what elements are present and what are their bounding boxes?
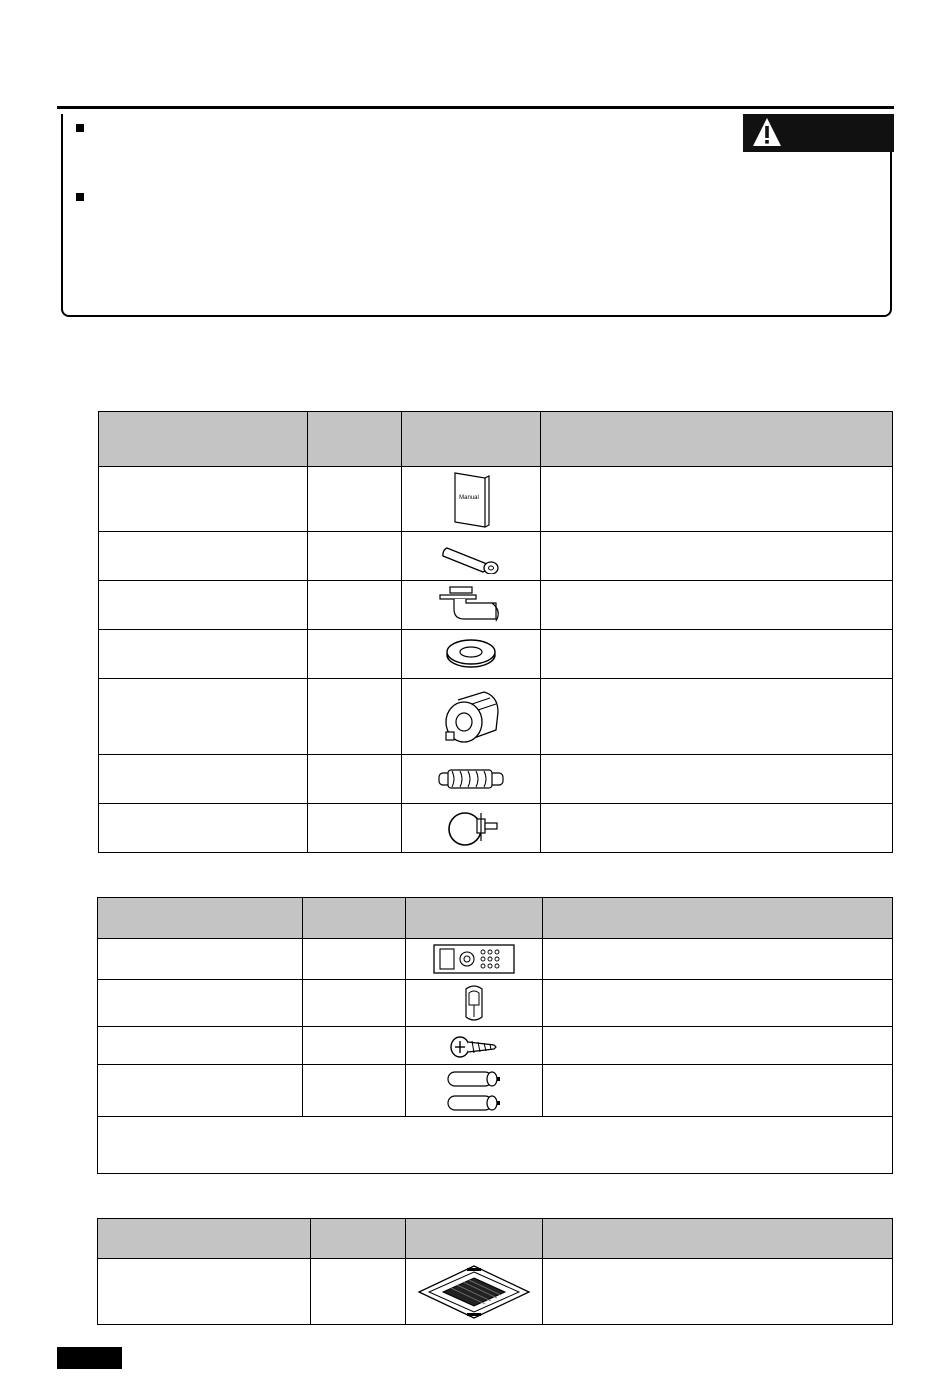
aaa-batteries-icon [444, 1068, 504, 1114]
cell-qty [308, 630, 402, 679]
warning-badge [743, 114, 894, 152]
cell-qty [308, 467, 402, 532]
page-number-tab [57, 1347, 122, 1369]
cell-qty [311, 1259, 406, 1325]
cell-qty [308, 755, 402, 804]
remote-controller-icon [433, 944, 515, 974]
header-qty [308, 412, 402, 467]
cell-name [99, 630, 308, 679]
table-row [99, 630, 893, 679]
cell-name [99, 755, 308, 804]
header-usage [543, 1219, 893, 1259]
bullet-1 [76, 124, 84, 132]
header-name [98, 898, 303, 939]
title-rule [57, 106, 894, 109]
hose-clamp-icon [441, 807, 501, 849]
cell-qty [303, 1065, 406, 1117]
cell-name [98, 939, 303, 980]
accessories-table-2 [97, 897, 893, 1174]
drain-connector-icon [436, 583, 506, 627]
cell-name [99, 804, 308, 853]
header-name [98, 1219, 311, 1259]
warning-triangle-icon [752, 116, 782, 148]
cell-qty [308, 804, 402, 853]
header-usage [541, 412, 893, 467]
cell-usage [543, 1259, 893, 1325]
header-qty [303, 898, 406, 939]
cell-name [99, 679, 308, 755]
cell-qty [303, 980, 406, 1027]
cell-usage [543, 939, 893, 980]
cell-usage [543, 1065, 893, 1117]
header-usage [543, 898, 893, 939]
table-row [98, 1065, 893, 1117]
table-row [99, 532, 893, 581]
header-shape [402, 412, 541, 467]
cell-usage [543, 980, 893, 1027]
cell-name [99, 581, 308, 630]
table-note [98, 1117, 893, 1174]
cell-usage [541, 755, 893, 804]
cell-name [98, 1259, 311, 1325]
cell-name [98, 980, 303, 1027]
cell-qty [303, 1027, 406, 1065]
remote-holder-icon [458, 983, 490, 1023]
cell-name [99, 467, 308, 532]
table-row [99, 581, 893, 630]
table-row [99, 467, 893, 532]
table-row [99, 679, 893, 755]
cell-qty [303, 939, 406, 980]
magnetic-ring-icon [438, 686, 504, 748]
insulation-tube-icon [439, 538, 503, 574]
bullet-2 [76, 193, 84, 201]
table-row [98, 939, 893, 980]
cassette-panel-icon [417, 1264, 531, 1320]
cell-name [99, 532, 308, 581]
cell-usage [543, 1027, 893, 1065]
washer-ring-icon [442, 637, 500, 671]
header-name [99, 412, 308, 467]
cell-usage [541, 581, 893, 630]
cell-qty [308, 679, 402, 755]
cell-usage [541, 679, 893, 755]
cell-qty [308, 581, 402, 630]
header-shape [406, 1219, 543, 1259]
accessories-table-1 [98, 411, 893, 853]
cell-usage [541, 467, 893, 532]
table-row [98, 1027, 893, 1065]
manual-booklet-icon [449, 469, 493, 529]
cell-name [98, 1027, 303, 1065]
header-shape [406, 898, 543, 939]
cell-name [98, 1065, 303, 1117]
table-row [99, 804, 893, 853]
accessories-table-3 [97, 1218, 893, 1325]
table-row [98, 980, 893, 1027]
table-row [99, 755, 893, 804]
manual-icon-text: Manual [459, 495, 479, 501]
cell-usage [541, 804, 893, 853]
cell-qty [308, 532, 402, 581]
table-note-row [98, 1117, 893, 1174]
sealing-sponge-icon [436, 767, 506, 791]
table-row [98, 1259, 893, 1325]
cell-usage [541, 630, 893, 679]
cell-usage [541, 532, 893, 581]
screw-icon [448, 1031, 500, 1061]
header-qty [311, 1219, 406, 1259]
